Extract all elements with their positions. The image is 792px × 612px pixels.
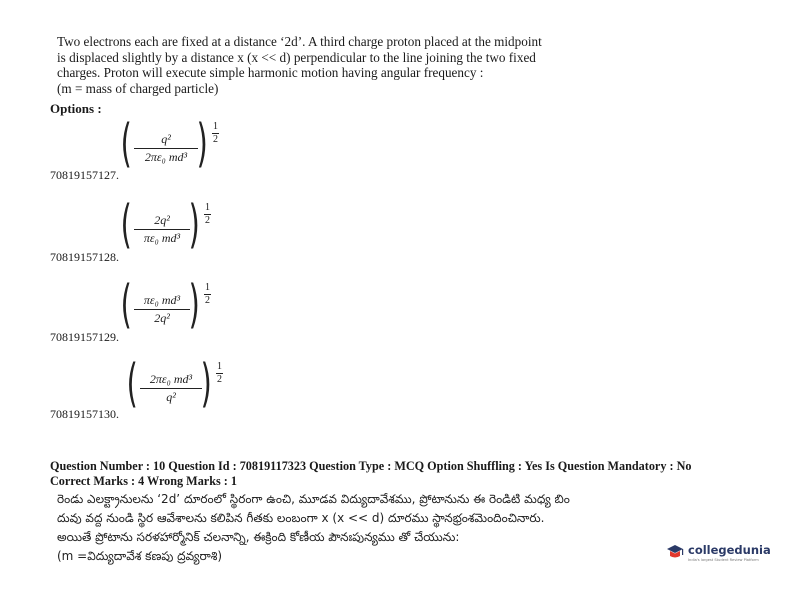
- option-fraction: [134, 132, 198, 165]
- exponent-denominator: 2: [205, 215, 210, 226]
- option-id: 70819157129.: [50, 330, 119, 344]
- fraction-denominator: 2q²: [154, 311, 170, 325]
- option-exponent: [212, 122, 219, 145]
- exponent-denominator: 2: [213, 134, 218, 145]
- option-exponent: [216, 362, 223, 385]
- open-paren: (: [120, 195, 132, 255]
- fraction-numerator: 2q²: [154, 213, 170, 227]
- telugu-line: రెండు ఎలక్ట్రానులను ‘2d’ దూరంలో స్థిరంగా ఉంచి, మూడవ విద్యుదావేశము, ప్రోటానును ఈ రెండిటి మధ్య బిం: [57, 492, 570, 506]
- marks-meta: Correct Marks : 4 Wrong Marks : 1: [50, 474, 237, 488]
- collegedunia-logo: [665, 541, 771, 571]
- fraction-bar: [134, 229, 190, 230]
- question-text: [57, 34, 577, 96]
- option-id: 70819157130.: [50, 407, 119, 421]
- question-line: charges. Proton will execute simple harmonic motion having angular frequency :: [57, 65, 484, 80]
- close-paren: ): [196, 114, 208, 174]
- option-fraction: [140, 372, 202, 405]
- question-line: Two electrons each are fixed at a distance ‘2d’. A third charge proton placed at the midpoint: [57, 34, 542, 49]
- fraction-denominator: q²: [166, 390, 176, 404]
- logo-name: collegedunia: [688, 543, 771, 557]
- fraction-numerator: 2πε₀ md³: [149, 372, 193, 386]
- exponent-denominator: 2: [217, 374, 222, 385]
- fraction-denominator: πε₀ md³: [143, 231, 181, 245]
- open-paren: (: [126, 354, 138, 414]
- fraction-denominator: 2πε₀ md³: [144, 150, 188, 164]
- fraction-bar: [134, 148, 198, 149]
- close-paren: ): [188, 275, 200, 335]
- open-paren: (: [120, 114, 132, 174]
- option-id: 70819157128.: [50, 250, 119, 264]
- logo-tagline: India's largest Student Review Platform: [688, 558, 759, 562]
- fraction-numerator: πε₀ md³: [143, 293, 181, 307]
- exponent-numerator: 1: [213, 121, 218, 132]
- question-meta: Question Number : 10 Question Id : 70819117323 Question Type : MCQ Option Shuffling : Yes Is Question Mandatory : No: [50, 459, 692, 473]
- question-line: is displaced slightly by a distance x (x << d) perpendicular to the line joining the two fixed: [57, 49, 536, 65]
- option-id: 70819157127.: [50, 168, 119, 182]
- fraction-numerator: q²: [161, 132, 171, 146]
- exponent-numerator: 1: [205, 282, 210, 293]
- option-fraction: [134, 213, 190, 246]
- close-paren: ): [200, 354, 212, 414]
- question-line: (m = mass of charged particle): [57, 80, 219, 96]
- option-exponent: [204, 283, 211, 306]
- options-label: Options :: [50, 101, 102, 116]
- option-exponent: [204, 203, 211, 226]
- collegedunia-logo-icon: [665, 544, 685, 564]
- fraction-bar: [140, 388, 202, 389]
- exponent-denominator: 2: [205, 295, 210, 306]
- close-paren: ): [188, 195, 200, 255]
- option-fraction: [134, 293, 190, 326]
- fraction-bar: [134, 309, 190, 310]
- telugu-question-text: [57, 490, 587, 566]
- telugu-line: దువు వద్ద నుండి స్థిర ఆవేశాలను కలిపిన గీతకు లంబంగా x (x << d) దూరము స్థానభ్రంశమెందించినారు.: [57, 511, 545, 525]
- exponent-numerator: 1: [205, 202, 210, 213]
- telugu-line: (m =విద్యుదావేశ కణపు ద్రవ్యరాశి): [57, 549, 223, 563]
- telugu-line: అయితే ప్రోటాను సరళహార్మోనిక్ చలనాన్ని, ఈక్రింది కోణీయ పౌనఃపున్యము తో చేయును:: [57, 530, 460, 544]
- open-paren: (: [120, 275, 132, 335]
- exponent-numerator: 1: [217, 361, 222, 372]
